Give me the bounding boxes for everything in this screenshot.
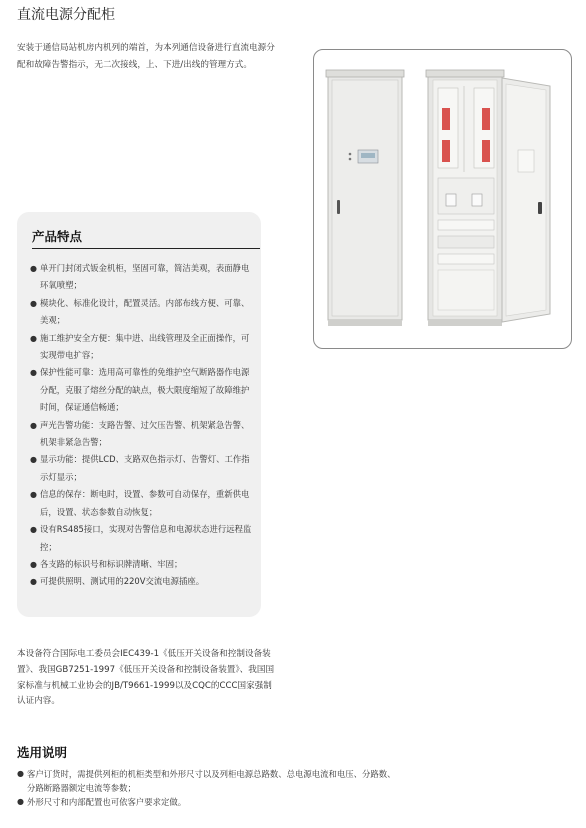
- feature-item: ● 可提供照明、测试用的220V交流电源插座。: [30, 573, 256, 590]
- feature-item: ● 声光告警功能：支路告警、过欠压告警、机架紧急告警、机架非紧急告警；: [30, 417, 256, 452]
- intro-paragraph: 安装于通信局站机房内机列的端首，为本列通信设备进行直流电源分配和故障告警指示，无二次接线，上、下进/出线的管理方式。: [17, 43, 275, 70]
- feature-item: ● 显示功能：提供LCD、支路双色指示灯、告警灯、工作指示灯显示；: [30, 451, 256, 486]
- page-title: 直流电源分配柜: [17, 7, 115, 23]
- product-photo: [313, 49, 572, 349]
- bullet-icon: ●: [30, 420, 37, 430]
- feature-item: ● 信息的保存：断电时，设置、参数可自动保存，重新供电后，设置、状态参数自动恢复；: [30, 486, 256, 521]
- feature-item: ● 设有RS485接口，实现对告警信息和电源状态进行远程监控；: [30, 521, 256, 556]
- guide-heading: 选用说明: [17, 745, 68, 760]
- bullet-icon: ●: [17, 769, 24, 778]
- feature-item: ● 各支路的标识号和标识牌清晰、牢固；: [30, 556, 256, 573]
- bullet-icon: ●: [30, 368, 37, 378]
- feature-item: ● 保护性能可靠：选用高可靠性的免维护空气断路器作电源分配，克服了熔丝分配的缺点，极大限度缩短了故障维护时间，保证通信畅通；: [30, 364, 256, 416]
- features-panel: [17, 212, 261, 617]
- bullet-icon: ●: [30, 490, 37, 500]
- bullet-icon: ●: [30, 455, 37, 465]
- feature-item: ● 施工维护安全方便：集中进、出线管理及全正面操作，可实现带电扩容；: [30, 330, 256, 365]
- heading-divider: [32, 248, 260, 249]
- bullet-icon: ●: [30, 577, 37, 587]
- guide-item: ● 外形尺寸和内部配置也可依客户要求定做。: [17, 795, 397, 809]
- feature-item: ● 模块化、标准化设计，配置灵活。内部布线方便、可靠、美观；: [30, 295, 256, 330]
- feature-item: ● 单开门封闭式钣金机柜，坚固可靠，简洁美观，表面静电环氧喷塑；: [30, 260, 256, 295]
- bullet-icon: ●: [17, 797, 24, 807]
- bullet-icon: ●: [30, 559, 37, 569]
- standards-paragraph: 本设备符合国际电工委员会IEC439-1《低压开关设备和控制设备装置》、我国GB7251-1997《低压开关设备和控制设备装置》、我国国家标准与机械工业协会的JB/T9661-1999以及CQC的CCC国家强制认证内容。: [17, 649, 275, 707]
- bullet-icon: ●: [30, 525, 37, 535]
- features-heading: 产品特点: [32, 229, 83, 244]
- bullet-icon: ●: [30, 264, 37, 273]
- features-list: [30, 260, 256, 591]
- bullet-icon: ●: [30, 298, 37, 308]
- cabinet-illustration: [314, 50, 571, 348]
- guide-item: ● 客户订货时，需提供列柜的机柜类型和外形尺寸以及列柜电源总路数、总电源电流和电压、分路数、分路断路器额定电流等参数；: [17, 769, 396, 794]
- bullet-icon: ●: [30, 333, 37, 343]
- guide-list: [17, 767, 397, 810]
